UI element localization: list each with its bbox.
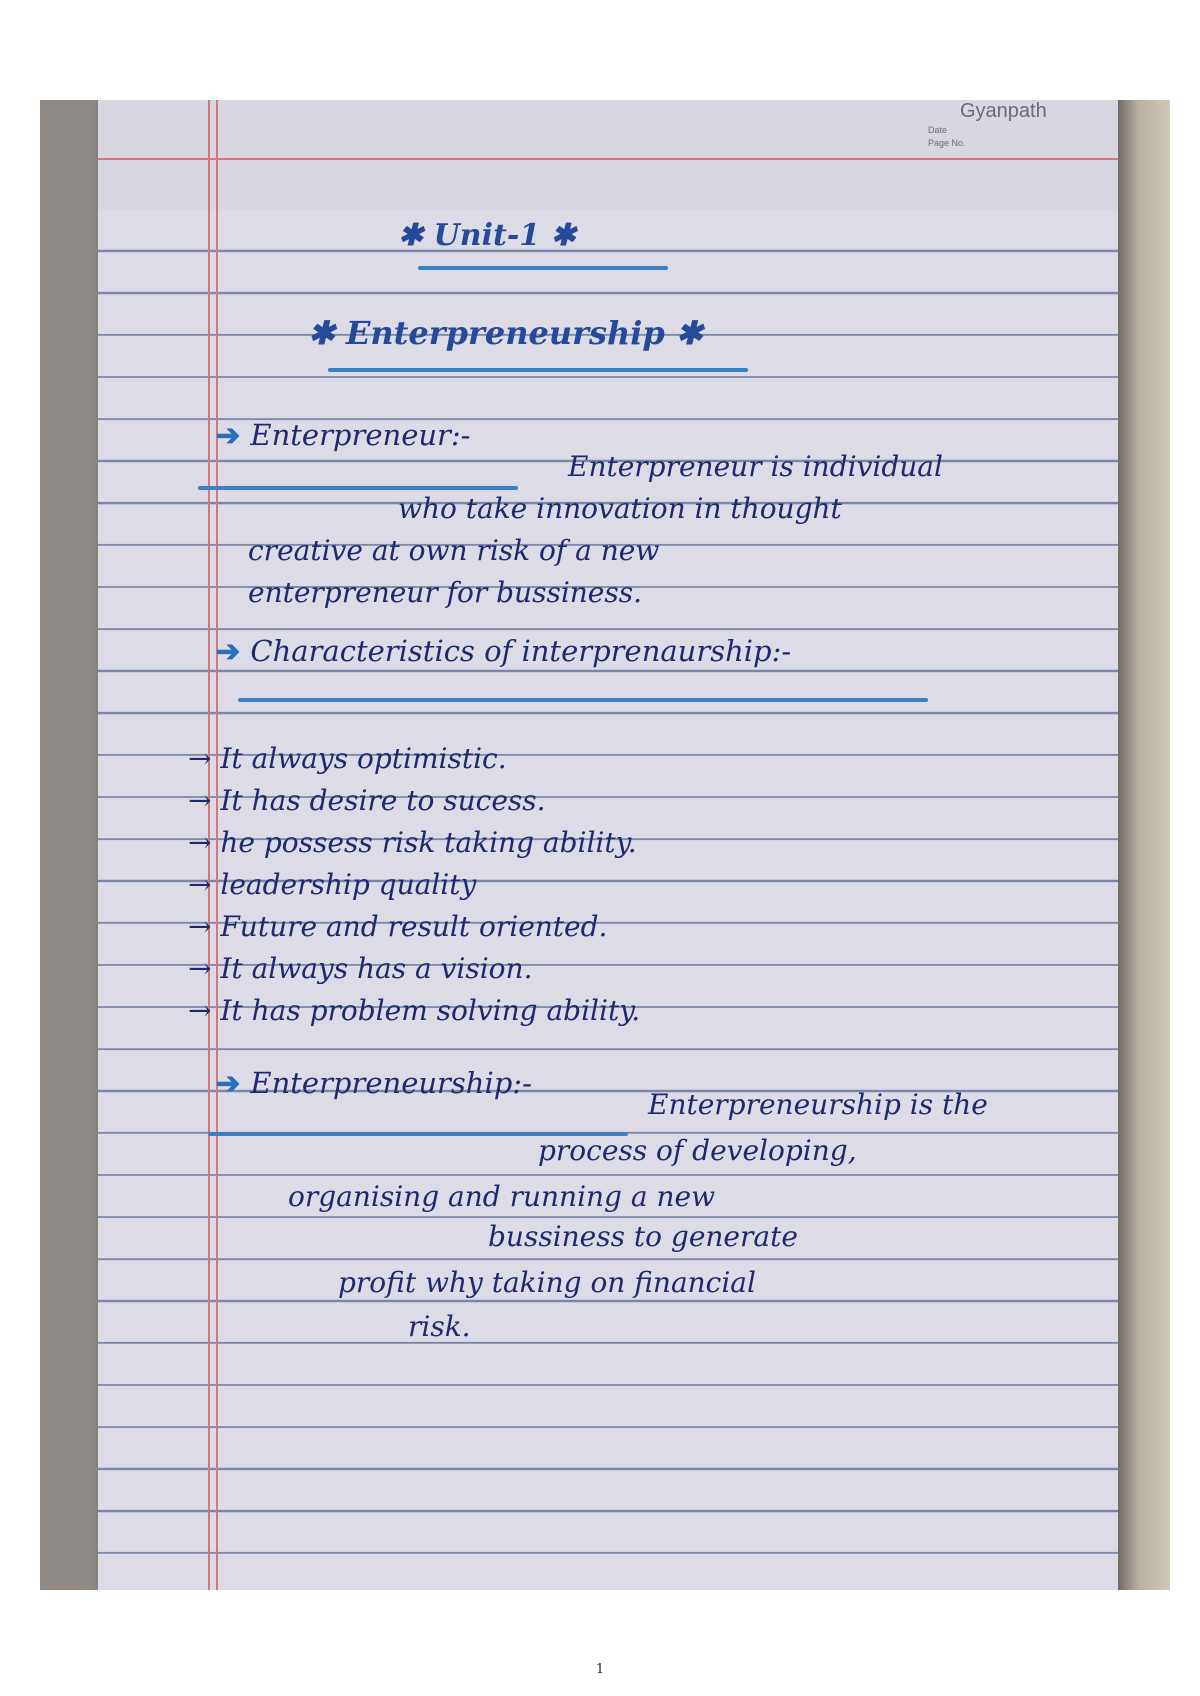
entrepreneurship-line: organising and running a new [288, 1180, 716, 1213]
adjacent-page [1118, 100, 1170, 1590]
page-number-label: Page No. [928, 138, 966, 148]
entrepreneurship-line: process of developing, [538, 1134, 857, 1167]
characteristic-item: → It always has a vision. [188, 952, 533, 985]
notebook-page [98, 100, 1118, 1590]
title-underline [418, 266, 668, 270]
heading-underline [238, 698, 928, 702]
date-label: Date [928, 125, 948, 135]
star-icon: ✱ [398, 218, 434, 253]
arrow-icon: → [188, 910, 221, 943]
arrow-icon: ➔ [216, 1066, 251, 1100]
entrepreneurship-heading: ➔ Enterpreneurship:- [216, 1066, 532, 1100]
entrepreneurship-line: profit why taking on financial [338, 1266, 756, 1299]
entrepreneur-line: enterpreneur for bussiness. [248, 576, 643, 609]
arrow-icon: → [188, 952, 221, 985]
entrepreneur-line: who take innovation in thought [398, 492, 842, 525]
star-icon: ✱ [540, 218, 576, 253]
characteristic-item: → leadership quality [188, 868, 477, 901]
entrepreneur-heading: ➔ Enterpreneur:- [216, 418, 471, 452]
characteristic-item: → It has desire to sucess. [188, 784, 546, 817]
arrow-icon: → [188, 868, 221, 901]
characteristic-item: → Future and result oriented. [188, 910, 608, 943]
unit-title: ✱ Unit-1 ✱ [398, 218, 576, 253]
notebook-photo [40, 100, 1170, 1590]
brand-logo: Gyanpath [960, 100, 1047, 122]
characteristic-item: → he possess risk taking ability. [188, 826, 637, 859]
subtitle: ✱ Enterpreneurship ✱ [308, 314, 703, 352]
entrepreneur-line: Enterpreneur is individual [568, 450, 943, 483]
characteristic-item: → It always optimistic. [188, 742, 507, 775]
entrepreneurship-line: Enterpreneurship is the [648, 1088, 988, 1121]
arrow-icon: → [188, 826, 221, 859]
notebook-brand-box [920, 100, 1120, 160]
page-number: 1 [595, 1662, 605, 1677]
heading-underline [198, 486, 518, 490]
arrow-icon: → [188, 994, 221, 1027]
characteristics-heading: ➔ Characteristics of interprenaurship:- [216, 634, 792, 668]
entrepreneurship-line: bussiness to generate [488, 1220, 798, 1253]
entrepreneur-line: creative at own risk of a new [248, 534, 660, 567]
star-icon: ✱ [664, 314, 703, 352]
arrow-icon: → [188, 742, 221, 775]
arrow-icon: ➔ [216, 418, 251, 452]
arrow-icon: → [188, 784, 221, 817]
entrepreneurship-line: risk. [408, 1310, 471, 1343]
star-icon: ✱ [308, 314, 346, 352]
subtitle-underline [328, 368, 748, 372]
arrow-icon: ➔ [216, 634, 251, 668]
characteristic-item: → It has problem solving ability. [188, 994, 641, 1027]
